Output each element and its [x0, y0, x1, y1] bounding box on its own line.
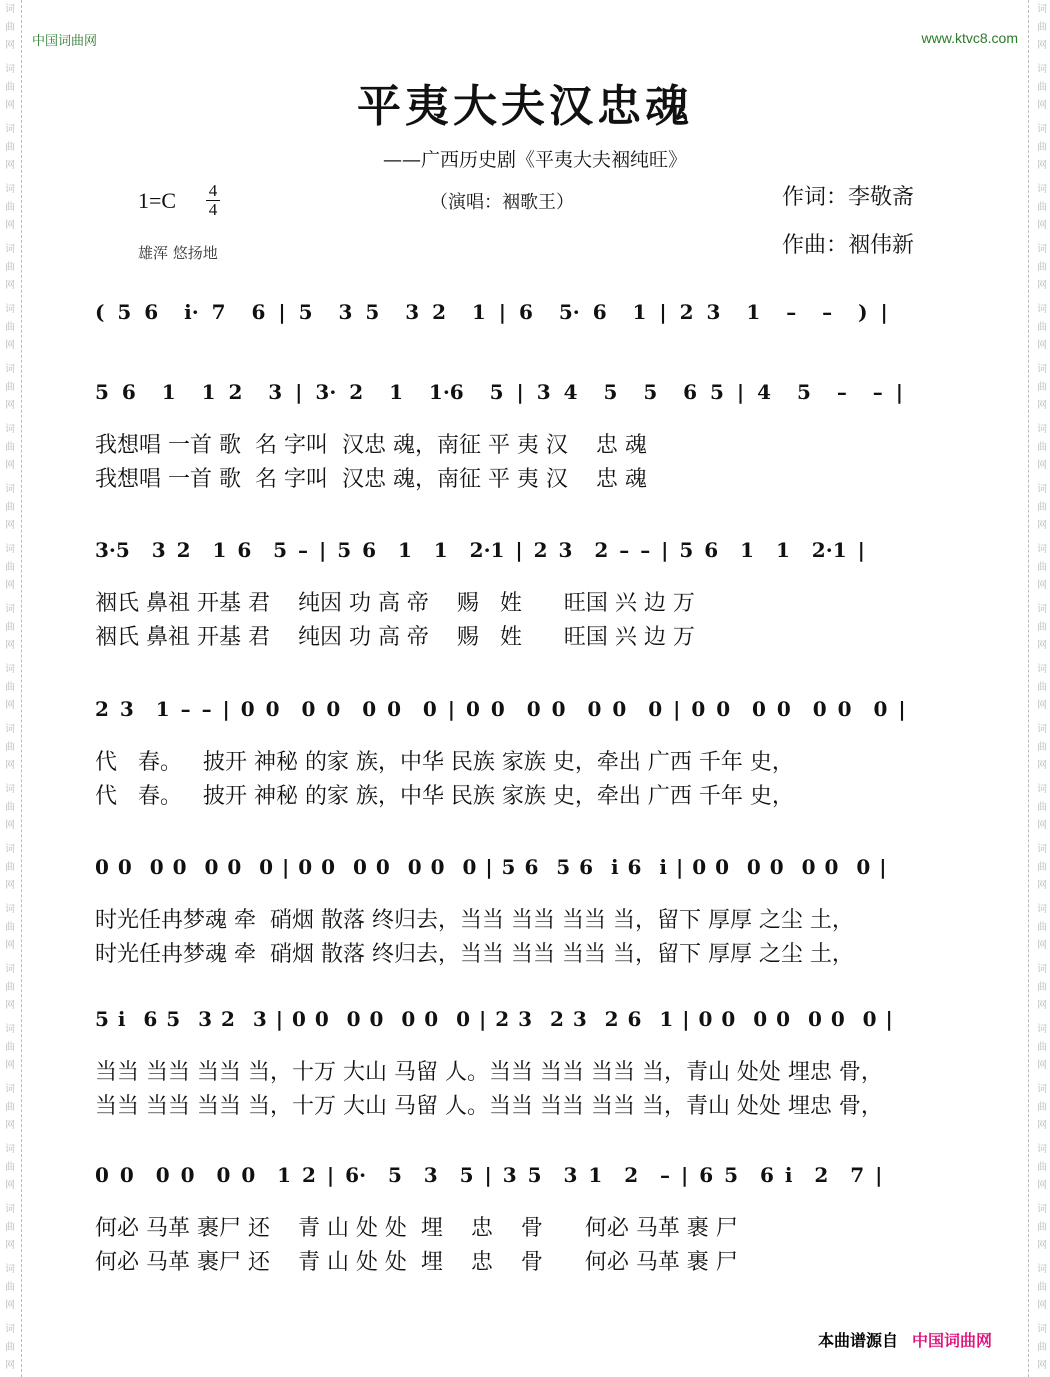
lyric-line-1: 裀氏 鼻祖 开基 君 纯因 功 高 帝 赐 姓 旺国 兴 边 万 [95, 591, 695, 616]
song-title: 平夷大夫汉忠魂 [357, 81, 693, 132]
watermark-char: 词 [5, 964, 15, 975]
lyric-line-1: 何必 马革 裹尸 还 青 山 处 处 埋 忠 骨 何必 马革 裹 尸 [95, 1216, 738, 1241]
watermark-char: 词 [5, 424, 15, 435]
watermark-char: 曲 [1037, 1342, 1047, 1353]
lyric-line-2: 时光任冉梦魂 牵 硝烟 散落 终归去，当当 当当 当当 当，留下 厚厚 之尘 土， [95, 942, 854, 967]
watermark-char: 词 [1037, 1144, 1047, 1155]
watermark-char: 词 [1037, 484, 1047, 495]
watermark-char: 词 [5, 844, 15, 855]
watermark-char: 曲 [5, 682, 15, 693]
watermark-char: 曲 [1037, 502, 1047, 513]
watermark-char: 网 [1037, 400, 1047, 411]
watermark-char: 词 [5, 184, 15, 195]
watermark-char: 曲 [1037, 562, 1047, 573]
watermark-char: 网 [5, 160, 15, 171]
watermark-char: 网 [5, 340, 15, 351]
watermark-char: 曲 [5, 382, 15, 393]
watermark-char: 曲 [1037, 142, 1047, 153]
watermark-char: 网 [1037, 760, 1047, 771]
watermark-char: 曲 [1037, 262, 1047, 273]
watermark-char: 曲 [5, 262, 15, 273]
source-brand-link[interactable]: 中国词曲网 [912, 1331, 993, 1350]
watermark-char: 网 [5, 1120, 15, 1131]
watermark-char: 曲 [5, 742, 15, 753]
watermark-char: 词 [5, 724, 15, 735]
left-watermark-strip [0, 0, 20, 1377]
watermark-char: 词 [5, 604, 15, 615]
watermark-char: 词 [5, 1024, 15, 1035]
lyric-line-1: 代 春。 披开 神秘 的家 族，中华 民族 家族 史，牵出 广西 千年 史， [95, 750, 794, 775]
lyric-line-2: 裀氏 鼻祖 开基 君 纯因 功 高 帝 赐 姓 旺国 兴 边 万 [95, 625, 695, 650]
lyric-line-2: 我想唱 一首 歌 名 字叫 汉忠 魂，南征 平 夷 汉 忠 魂 [95, 467, 647, 492]
watermark-char: 词 [5, 64, 15, 75]
notation-line: 5 6 1 1 2 3 | 3· 2 1 1·6 5 | 3 4 5 5 6 5 | 4 5 – – | [95, 380, 904, 404]
watermark-char: 词 [1037, 1264, 1047, 1275]
time-signature [206, 182, 220, 219]
lyric-line-2: 何必 马革 裹尸 还 青 山 处 处 埋 忠 骨 何必 马革 裹 尸 [95, 1250, 738, 1275]
watermark-char: 曲 [5, 1342, 15, 1353]
watermark-char: 网 [5, 280, 15, 291]
notation-line: 3·5 3 2 1 6 5 – | 5 6 1 1 2·1 | 2 3 2 – – | 5 6 1 1 2·1 | [95, 538, 865, 562]
watermark-char: 词 [5, 244, 15, 255]
watermark-char: 网 [5, 760, 15, 771]
watermark-char: 网 [5, 220, 15, 231]
time-signature-bottom: 4 [206, 200, 220, 219]
right-watermark-strip [1032, 0, 1050, 1377]
notation-line: 0 0 0 0 0 0 1 2 | 6· 5 3 5 | 3 5 3 1 2 – | 6 5 6 i 2 7 | [95, 1163, 883, 1187]
watermark-char: 词 [1037, 664, 1047, 675]
watermark-char: 曲 [5, 622, 15, 633]
watermark-char: 曲 [5, 22, 15, 33]
lyricist-credit: 作词：李敬斋 [782, 185, 915, 210]
watermark-char: 词 [1037, 304, 1047, 315]
watermark-char: 网 [5, 100, 15, 111]
watermark-char: 曲 [1037, 1042, 1047, 1053]
watermark-char: 网 [1037, 820, 1047, 831]
watermark-char: 词 [1037, 1084, 1047, 1095]
watermark-char: 词 [5, 784, 15, 795]
watermark-char: 网 [5, 460, 15, 471]
watermark-char: 网 [1037, 220, 1047, 231]
notation-line: ( 5 6 i· 7 6 | 5 3 5 3 2 1 | 6 5· 6 1 | 2 3 1 – – ) | [95, 300, 888, 324]
watermark-char: 词 [5, 664, 15, 675]
watermark-char: 曲 [5, 862, 15, 873]
time-signature-top: 4 [208, 181, 218, 200]
watermark-char: 网 [1037, 1240, 1047, 1251]
watermark-char: 曲 [5, 82, 15, 93]
watermark-char: 曲 [5, 1102, 15, 1113]
watermark-char: 词 [5, 124, 15, 135]
watermark-char: 网 [1037, 40, 1047, 51]
watermark-char: 词 [5, 1264, 15, 1275]
watermark-char: 网 [1037, 640, 1047, 651]
watermark-char: 网 [5, 1240, 15, 1251]
watermark-char: 曲 [5, 202, 15, 213]
watermark-char: 网 [1037, 160, 1047, 171]
watermark-char: 网 [5, 700, 15, 711]
watermark-char: 词 [5, 904, 15, 915]
watermark-char: 曲 [5, 1222, 15, 1233]
lyric-line-2: 代 春。 披开 神秘 的家 族，中华 民族 家族 史，牵出 广西 千年 史， [95, 784, 794, 809]
watermark-char: 词 [5, 1324, 15, 1335]
watermark-char: 曲 [1037, 322, 1047, 333]
watermark-char: 曲 [5, 1162, 15, 1173]
watermark-char: 曲 [1037, 1162, 1047, 1173]
watermark-char: 词 [1037, 424, 1047, 435]
watermark-char: 网 [5, 1180, 15, 1191]
watermark-char: 网 [5, 880, 15, 891]
watermark-char: 网 [1037, 1120, 1047, 1131]
watermark-char: 词 [5, 364, 15, 375]
left-dashed-border [21, 0, 22, 1377]
watermark-char: 曲 [1037, 622, 1047, 633]
watermark-char: 词 [5, 544, 15, 555]
watermark-char: 曲 [5, 562, 15, 573]
watermark-char: 词 [1037, 964, 1047, 975]
watermark-char: 曲 [5, 802, 15, 813]
watermark-char: 曲 [1037, 1222, 1047, 1233]
song-subtitle: ——广西历史剧《平夷大夫裀纯旺》 [382, 149, 687, 171]
watermark-char: 曲 [5, 1042, 15, 1053]
lyric-line-2: 当当 当当 当当 当，十万 大山 马留 人。当当 当当 当当 当，青山 处处 埋忠 骨， [95, 1094, 883, 1119]
watermark-char: 词 [1037, 604, 1047, 615]
watermark-char: 网 [1037, 580, 1047, 591]
watermark-char: 网 [5, 520, 15, 531]
watermark-char: 网 [1037, 1360, 1047, 1371]
watermark-char: 网 [5, 1060, 15, 1071]
watermark-char: 曲 [1037, 1102, 1047, 1113]
notation-line: 0 0 0 0 0 0 0 | 0 0 0 0 0 0 0 | 5 6 5 6 i 6 i | 0 0 0 0 0 0 0 | [95, 855, 887, 879]
watermark-char: 曲 [5, 922, 15, 933]
watermark-char: 网 [1037, 520, 1047, 531]
watermark-char: 网 [1037, 460, 1047, 471]
watermark-char: 词 [1037, 1024, 1047, 1035]
watermark-char: 网 [5, 400, 15, 411]
source-label: 本曲谱源自 [818, 1331, 899, 1350]
watermark-char: 曲 [1037, 1282, 1047, 1293]
watermark-char: 曲 [5, 1282, 15, 1293]
watermark-char: 词 [5, 304, 15, 315]
watermark-char: 网 [5, 1300, 15, 1311]
watermark-char: 曲 [1037, 862, 1047, 873]
singer-credit: （演唱：裀歌王） [430, 192, 574, 213]
watermark-char: 曲 [5, 322, 15, 333]
watermark-char: 曲 [1037, 982, 1047, 993]
watermark-char: 曲 [1037, 682, 1047, 693]
watermark-char: 曲 [1037, 202, 1047, 213]
watermark-char: 词 [5, 1144, 15, 1155]
lyric-line-1: 时光任冉梦魂 牵 硝烟 散落 终归去，当当 当当 当当 当，留下 厚厚 之尘 土， [95, 908, 854, 933]
watermark-char: 词 [1037, 544, 1047, 555]
key-signature: 1=C [138, 188, 177, 213]
watermark-char: 网 [1037, 280, 1047, 291]
watermark-char: 词 [1037, 1324, 1047, 1335]
tempo-marking: 雄浑 悠扬地 [138, 244, 218, 262]
watermark-char: 词 [1037, 184, 1047, 195]
notation-line: 2 3 1 – – | 0 0 0 0 0 0 0 | 0 0 0 0 0 0 0 | 0 0 0 0 0 0 0 | [95, 697, 906, 721]
watermark-char: 曲 [5, 502, 15, 513]
watermark-char: 网 [1037, 1180, 1047, 1191]
watermark-char: 词 [1037, 4, 1047, 15]
watermark-char: 词 [5, 484, 15, 495]
watermark-char: 曲 [1037, 922, 1047, 933]
watermark-char: 曲 [1037, 442, 1047, 453]
watermark-char: 词 [1037, 64, 1047, 75]
lyric-line-1: 我想唱 一首 歌 名 字叫 汉忠 魂，南征 平 夷 汉 忠 魂 [95, 433, 647, 458]
watermark-char: 网 [5, 820, 15, 831]
composer-credit: 作曲：裀伟新 [782, 233, 915, 258]
watermark-char: 词 [1037, 724, 1047, 735]
site-name-left[interactable]: 中国词曲网 [32, 34, 98, 49]
watermark-char: 曲 [1037, 22, 1047, 33]
watermark-char: 词 [5, 1084, 15, 1095]
watermark-char: 曲 [1037, 382, 1047, 393]
watermark-char: 曲 [5, 982, 15, 993]
right-dashed-border [1028, 0, 1029, 1377]
watermark-char: 词 [1037, 904, 1047, 915]
watermark-char: 网 [5, 1000, 15, 1011]
watermark-char: 曲 [1037, 742, 1047, 753]
watermark-char: 词 [1037, 364, 1047, 375]
watermark-char: 曲 [5, 442, 15, 453]
lyric-line-1: 当当 当当 当当 当，十万 大山 马留 人。当当 当当 当当 当，青山 处处 埋忠 骨， [95, 1060, 883, 1085]
watermark-char: 词 [1037, 124, 1047, 135]
watermark-char: 网 [1037, 880, 1047, 891]
watermark-char: 词 [1037, 844, 1047, 855]
watermark-char: 词 [1037, 784, 1047, 795]
watermark-char: 曲 [5, 142, 15, 153]
watermark-char: 网 [5, 40, 15, 51]
watermark-char: 网 [5, 940, 15, 951]
source-footer [818, 1328, 992, 1351]
watermark-char: 网 [1037, 940, 1047, 951]
site-url-right[interactable]: www.ktvc8.com [921, 30, 1018, 46]
watermark-char: 网 [1037, 100, 1047, 111]
watermark-char: 词 [1037, 244, 1047, 255]
watermark-char: 曲 [1037, 802, 1047, 813]
watermark-char: 网 [1037, 1000, 1047, 1011]
watermark-char: 网 [5, 580, 15, 591]
notation-line: 5 i 6 5 3 2 3 | 0 0 0 0 0 0 0 | 2 3 2 3 2 6 1 | 0 0 0 0 0 0 0 | [95, 1007, 893, 1031]
watermark-char: 网 [1037, 1300, 1047, 1311]
watermark-char: 网 [5, 1360, 15, 1371]
watermark-char: 网 [5, 640, 15, 651]
watermark-char: 网 [1037, 340, 1047, 351]
watermark-char: 曲 [1037, 82, 1047, 93]
watermark-char: 网 [1037, 700, 1047, 711]
watermark-char: 词 [5, 4, 15, 15]
watermark-char: 网 [1037, 1060, 1047, 1071]
watermark-char: 词 [1037, 1204, 1047, 1215]
watermark-char: 词 [5, 1204, 15, 1215]
